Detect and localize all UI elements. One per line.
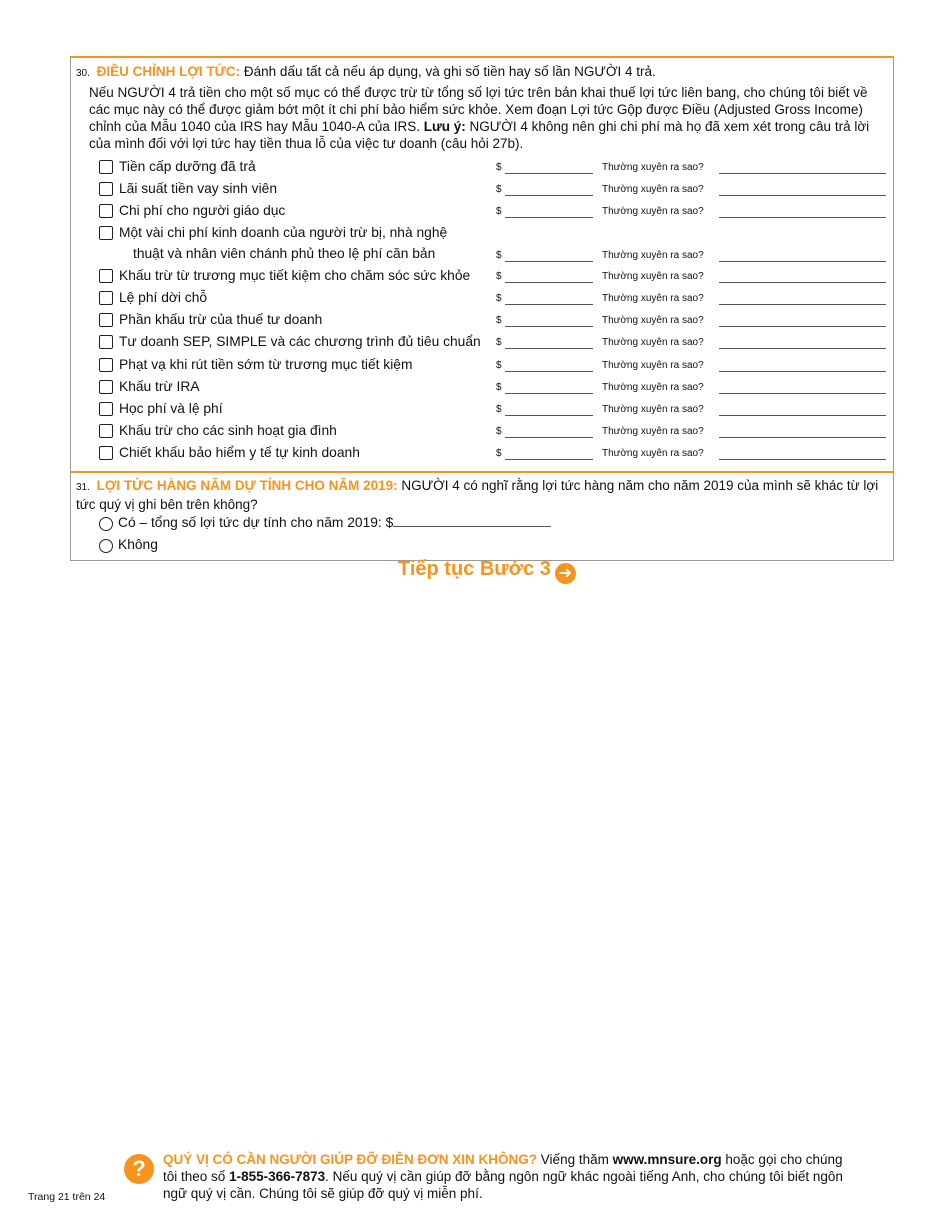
deduction-checkbox[interactable] (99, 424, 113, 438)
frequency-label: Thường xuyên ra sao? (602, 360, 704, 371)
deduction-row (99, 224, 889, 266)
frequency-label: Thường xuyên ra sao? (602, 382, 704, 393)
frequency-input[interactable] (719, 217, 886, 218)
dollar-sign: $ (496, 337, 502, 348)
deduction-label: Phạt vạ khi rút tiền sớm từ trương mục tiết kiệm (119, 357, 413, 372)
deduction-label: Khấu trừ IRA (119, 379, 200, 394)
section-divider (71, 471, 893, 473)
deduction-checkbox[interactable] (99, 291, 113, 305)
continue-step-3[interactable] (398, 556, 576, 584)
frequency-label: Thường xuyên ra sao? (602, 206, 704, 217)
frequency-label: Thường xuyên ra sao? (602, 404, 704, 415)
amount-input[interactable] (505, 415, 593, 416)
frequency-label: Thường xuyên ra sao? (602, 250, 704, 261)
amount-input[interactable] (505, 173, 593, 174)
option-no-label: Không (118, 537, 158, 552)
deduction-label: Tư doanh SEP, SIMPLE và các chương trình đủ tiêu chuẩn (119, 334, 481, 349)
help-box (163, 1151, 853, 1202)
deduction-label: Khấu trừ cho các sinh hoạt gia đình (119, 423, 337, 438)
deduction-label: Lãi suất tiền vay sinh viên (119, 181, 277, 196)
frequency-input[interactable] (719, 173, 886, 174)
deduction-label: Chiết khấu bảo hiểm y tế tự kinh doanh (119, 445, 360, 460)
deduction-row (99, 267, 889, 287)
deduction-label: Chi phí cho người giáo dục (119, 203, 286, 218)
deduction-row (99, 311, 889, 331)
dollar-sign: $ (496, 382, 502, 393)
estimated-income-input[interactable] (393, 514, 551, 527)
frequency-label: Thường xuyên ra sao? (602, 337, 704, 348)
deduction-row (99, 400, 889, 420)
amount-input[interactable] (505, 371, 593, 372)
option-yes (118, 514, 551, 532)
dollar-sign: $ (496, 184, 502, 195)
frequency-input[interactable] (719, 282, 886, 283)
deduction-checkbox[interactable] (99, 446, 113, 460)
deduction-checkbox[interactable] (99, 204, 113, 218)
frequency-input[interactable] (719, 326, 886, 327)
deduction-checkbox[interactable] (99, 269, 113, 283)
q31-header (76, 477, 891, 513)
q31-title: LỢI TỨC HÀNG NĂM DỰ TÍNH CHO NĂM 2019: (96, 478, 398, 493)
frequency-input[interactable] (719, 348, 886, 349)
deduction-label: Tiền cấp dưỡng đã trả (119, 159, 256, 174)
q31-number: 31. (76, 482, 90, 493)
frequency-input[interactable] (719, 393, 886, 394)
amount-input[interactable] (505, 348, 593, 349)
frequency-input[interactable] (719, 437, 886, 438)
question-mark-icon: ? (124, 1154, 154, 1184)
amount-input[interactable] (505, 195, 593, 196)
amount-input[interactable] (505, 282, 593, 283)
deduction-label: Lệ phí dời chỗ (119, 290, 208, 305)
q30-note-label: Lưu ý: (423, 119, 466, 134)
amount-input[interactable] (505, 261, 593, 262)
help-website[interactable]: www.mnsure.org (612, 1152, 722, 1167)
deduction-checkbox[interactable] (99, 380, 113, 394)
dollar-sign: $ (496, 293, 502, 304)
deduction-row (99, 378, 889, 398)
dollar-sign: $ (496, 162, 502, 173)
frequency-label: Thường xuyên ra sao? (602, 426, 704, 437)
radio-yes[interactable] (99, 517, 113, 531)
dollar-sign: $ (496, 250, 502, 261)
deduction-label: Học phí và lệ phí (119, 401, 223, 416)
q30-description (89, 84, 889, 152)
deduction-row (99, 158, 889, 178)
page-number: Trang 21 trên 24 (28, 1191, 106, 1203)
deduction-label-line2: thuật và nhân viên chánh phủ theo lệ phí căn bản (133, 246, 436, 261)
amount-input[interactable] (505, 459, 593, 460)
deduction-checkbox[interactable] (99, 160, 113, 174)
radio-no[interactable] (99, 539, 113, 553)
deduction-row (99, 356, 889, 376)
q30-instruction: Đánh dấu tất cả nếu áp dụng, và ghi số tiền hay số lần NGƯỜI 4 trả. (243, 64, 656, 79)
dollar-sign: $ (496, 315, 502, 326)
deduction-checkbox[interactable] (99, 402, 113, 416)
help-text-1: Viếng thăm (540, 1152, 609, 1167)
help-question: QUÝ VỊ CÓ CẦN NGƯỜI GIÚP ĐỠ ĐIỀN ĐƠN XIN KHÔNG? (163, 1152, 538, 1167)
deduction-checkbox[interactable] (99, 358, 113, 372)
deduction-row (99, 202, 889, 222)
q30-header (76, 64, 656, 82)
deduction-label: Phần khấu trừ của thuế tư doanh (119, 312, 323, 327)
deduction-label: Khấu trừ từ trương mục tiết kiệm cho chăm sóc sức khỏe (119, 268, 471, 283)
deduction-label: Một vài chi phí kinh doanh của người trừ bị, nhà nghệ (119, 225, 448, 240)
form-frame (70, 56, 894, 561)
dollar-sign: $ (496, 426, 502, 437)
frequency-input[interactable] (719, 195, 886, 196)
continue-label: Tiếp tục Bước 3 (398, 558, 551, 580)
dollar-sign: $ (496, 206, 502, 217)
frequency-input[interactable] (719, 304, 886, 305)
dollar-sign: $ (496, 404, 502, 415)
deduction-checkbox[interactable] (99, 226, 113, 240)
deduction-row (99, 180, 889, 200)
deduction-row (99, 422, 889, 442)
frequency-label: Thường xuyên ra sao? (602, 448, 704, 459)
q30-title: ĐIỀU CHỈNH LỢI TỨC: (96, 64, 241, 79)
frequency-label: Thường xuyên ra sao? (602, 271, 704, 282)
arrow-right-icon: ➜ (555, 563, 576, 584)
q30-number: 30. (76, 68, 90, 79)
frequency-input[interactable] (719, 459, 886, 460)
option-yes-label: Có – tổng số lợi tức dự tính cho năm 2019: $ (118, 515, 394, 530)
frequency-label: Thường xuyên ra sao? (602, 162, 704, 173)
amount-input[interactable] (505, 304, 593, 305)
frequency-label: Thường xuyên ra sao? (602, 184, 704, 195)
amount-input[interactable] (505, 437, 593, 438)
deduction-checkbox[interactable] (99, 335, 113, 349)
frequency-label: Thường xuyên ra sao? (602, 315, 704, 326)
dollar-sign: $ (496, 271, 502, 282)
frequency-label: Thường xuyên ra sao? (602, 293, 704, 304)
amount-input[interactable] (505, 393, 593, 394)
q31-question: NGƯỜI 4 có nghĩ rằng lợi tức hàng năm cho năm 2019 của mình sẽ khác từ lợi tức quý vị ghi bên trên không? (76, 478, 879, 512)
frequency-input[interactable] (719, 261, 886, 262)
deduction-row (99, 444, 889, 464)
help-text-3: . Nếu quý vị cần giúp đỡ bằng ngôn ngữ khác ngoài tiếng Anh, cho chúng tôi biết ngôn ngữ quý vị cần. Chúng tôi sẽ giúp đỡ quý vị miễn phí. (163, 1169, 843, 1201)
deduction-checkbox[interactable] (99, 182, 113, 196)
question-30 (71, 58, 893, 473)
deduction-row (99, 289, 889, 309)
help-text-2: hoặc gọi cho chúng tôi theo số (163, 1152, 843, 1184)
deduction-checkbox[interactable] (99, 313, 113, 327)
frequency-input[interactable] (719, 415, 886, 416)
frequency-input[interactable] (719, 371, 886, 372)
dollar-sign: $ (496, 448, 502, 459)
dollar-sign: $ (496, 360, 502, 371)
help-phone[interactable]: 1-855-366-7873 (229, 1169, 326, 1184)
amount-input[interactable] (505, 326, 593, 327)
amount-input[interactable] (505, 217, 593, 218)
q30-note-text: NGƯỜI 4 không nên ghi chi phí mà họ đã xem xét trong câu trả lời của mình đối với lợi tức hay tiền thua lỗ của việc tư doanh (câu hỏi 27b). (89, 119, 870, 151)
deduction-row (99, 333, 889, 353)
q30-description-text: Nếu NGƯỜI 4 trả tiền cho một số mục có thể được trừ từ tổng số lợi tức trên bản khai thuế lợi tức liên bang, cho chúng tôi biết về các mục này có thể được giảm bớt một ít chi phí bảo hiểm sức khỏe. Xem đoạn Lợi tức Gộp được Điều (Adjusted Gross Income) chỉnh của Mẫu 1040 của IRS hay Mẫu 1040-A của IRS. (89, 85, 868, 134)
